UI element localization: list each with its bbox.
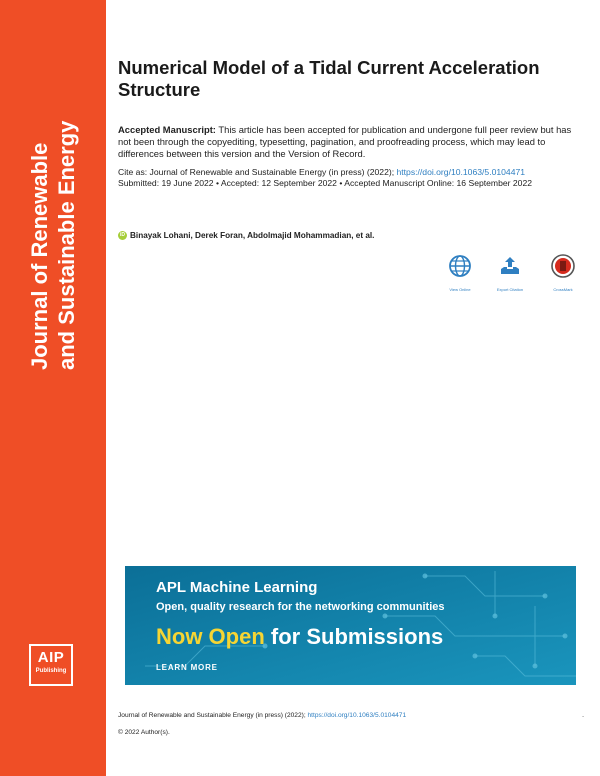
article-actions — [440, 254, 580, 294]
orcid-icon: iD — [120, 232, 125, 238]
view-online-button[interactable] — [440, 254, 480, 292]
author-list — [118, 230, 578, 241]
globe-icon — [448, 254, 472, 278]
export-icon — [498, 254, 522, 278]
export-citation-label: Export Citation — [496, 287, 524, 292]
banner-tagline: Open, quality research for the networking communities — [156, 601, 445, 613]
export-citation-button[interactable] — [490, 254, 530, 292]
banner-learn-more[interactable]: LEARN MORE — [156, 663, 218, 672]
aip-logo-text: AIP — [37, 649, 65, 666]
view-online-label: View Online — [449, 287, 471, 292]
article-dates: Submitted: 19 June 2022 • Accepted: 12 September 2022 • Accepted Manuscript Online: 16 September 2022 — [118, 178, 533, 188]
accepted-manuscript-notice — [118, 124, 578, 160]
authors-text[interactable]: Binayak Lohani, Derek Foran, Abdolmajid Mohammadian, et al. — [130, 231, 375, 240]
banner-headline-rest: for Submissions — [264, 624, 444, 649]
crossmark-label: CrossMark — [553, 287, 573, 292]
crossmark-icon — [551, 254, 575, 278]
banner-headline — [156, 624, 443, 650]
journal-name — [26, 40, 80, 370]
footer-dot: . — [582, 712, 584, 719]
banner-journal-name: APL Machine Learning — [156, 579, 318, 596]
cite-prefix: Cite as: Journal of Renewable and Sustainable Energy (in press) (2022); — [118, 167, 395, 177]
apl-ml-ad-banner[interactable] — [125, 566, 576, 685]
footer-copyright: © 2022 Author(s). — [118, 729, 170, 736]
aip-publishing-logo[interactable] — [29, 644, 73, 686]
aip-logo-subtext: Publishing — [35, 668, 67, 674]
footer-cite-text: Journal of Renewable and Sustainable Energy (in press) (2022); — [118, 712, 306, 719]
crossmark-button[interactable] — [543, 254, 583, 292]
doi-link[interactable]: https://doi.org/10.1063/5.0104471 — [396, 167, 526, 177]
article-title: Numerical Model of a Tidal Current Acceleration Structure — [118, 57, 540, 100]
banner-headline-highlight: Now Open — [156, 624, 265, 649]
accepted-text: This article has been accepted for publication and undergone full peer review but has not been through the copyediting, typesetting, pagination, and proofreading process, which may lead to differences between this version and the Version of Record. — [118, 124, 572, 159]
accepted-label: Accepted Manuscript: — [118, 124, 216, 135]
footer-citation — [118, 712, 588, 719]
journal-name-line1: Journal of Renewable — [27, 142, 52, 370]
journal-sidebar — [0, 0, 106, 776]
footer-doi-link[interactable]: https://doi.org/10.1063/5.0104471 — [307, 712, 407, 719]
citation-block — [118, 167, 578, 189]
journal-name-line2: and Sustainable Energy — [54, 120, 79, 370]
